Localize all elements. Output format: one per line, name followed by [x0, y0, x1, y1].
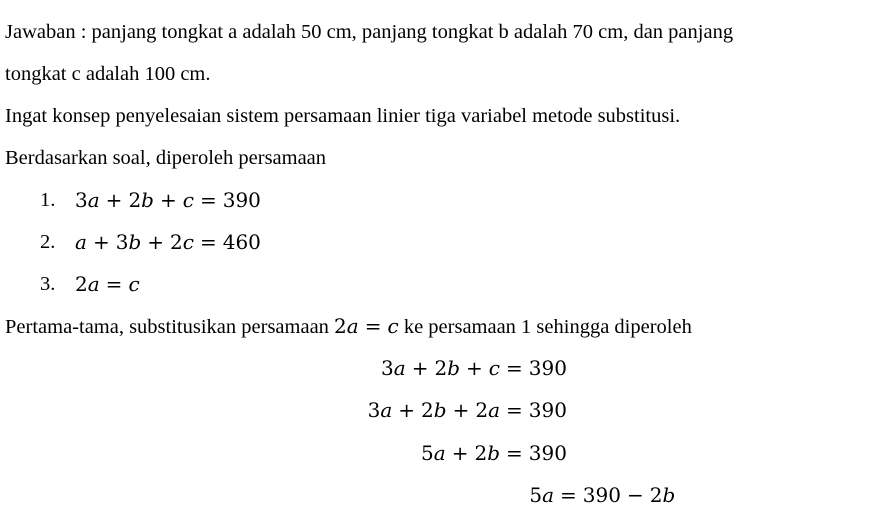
list-number: 1. [40, 189, 56, 211]
inline-equation: 2a = c [334, 314, 399, 338]
answer-line-2: tongkat c adalah 100 cm. [5, 63, 211, 85]
equation-1: 3a + 2b + c = 390 [75, 188, 261, 212]
list-number: 3. [40, 273, 56, 295]
list-number: 2. [40, 231, 56, 253]
equation-3: 2a = c [75, 272, 140, 296]
answer-line-1: Jawaban : panjang tongkat a adalah 50 cm, panjang tongkat b adalah 70 cm, dan panjang [5, 21, 734, 43]
equation-2: a + 3b + 2c = 460 [75, 230, 261, 254]
intro-equations-line: Berdasarkan soal, diperoleh persamaan [5, 147, 327, 169]
concept-line: Ingat konsep penyelesaian sistem persamaan linier tiga variabel metode substitusi. [5, 105, 681, 127]
substitution-intro-line: Pertama-tama, substitusikan persamaan 2a = c ke persamaan 1 sehingga diperoleh [5, 314, 692, 338]
